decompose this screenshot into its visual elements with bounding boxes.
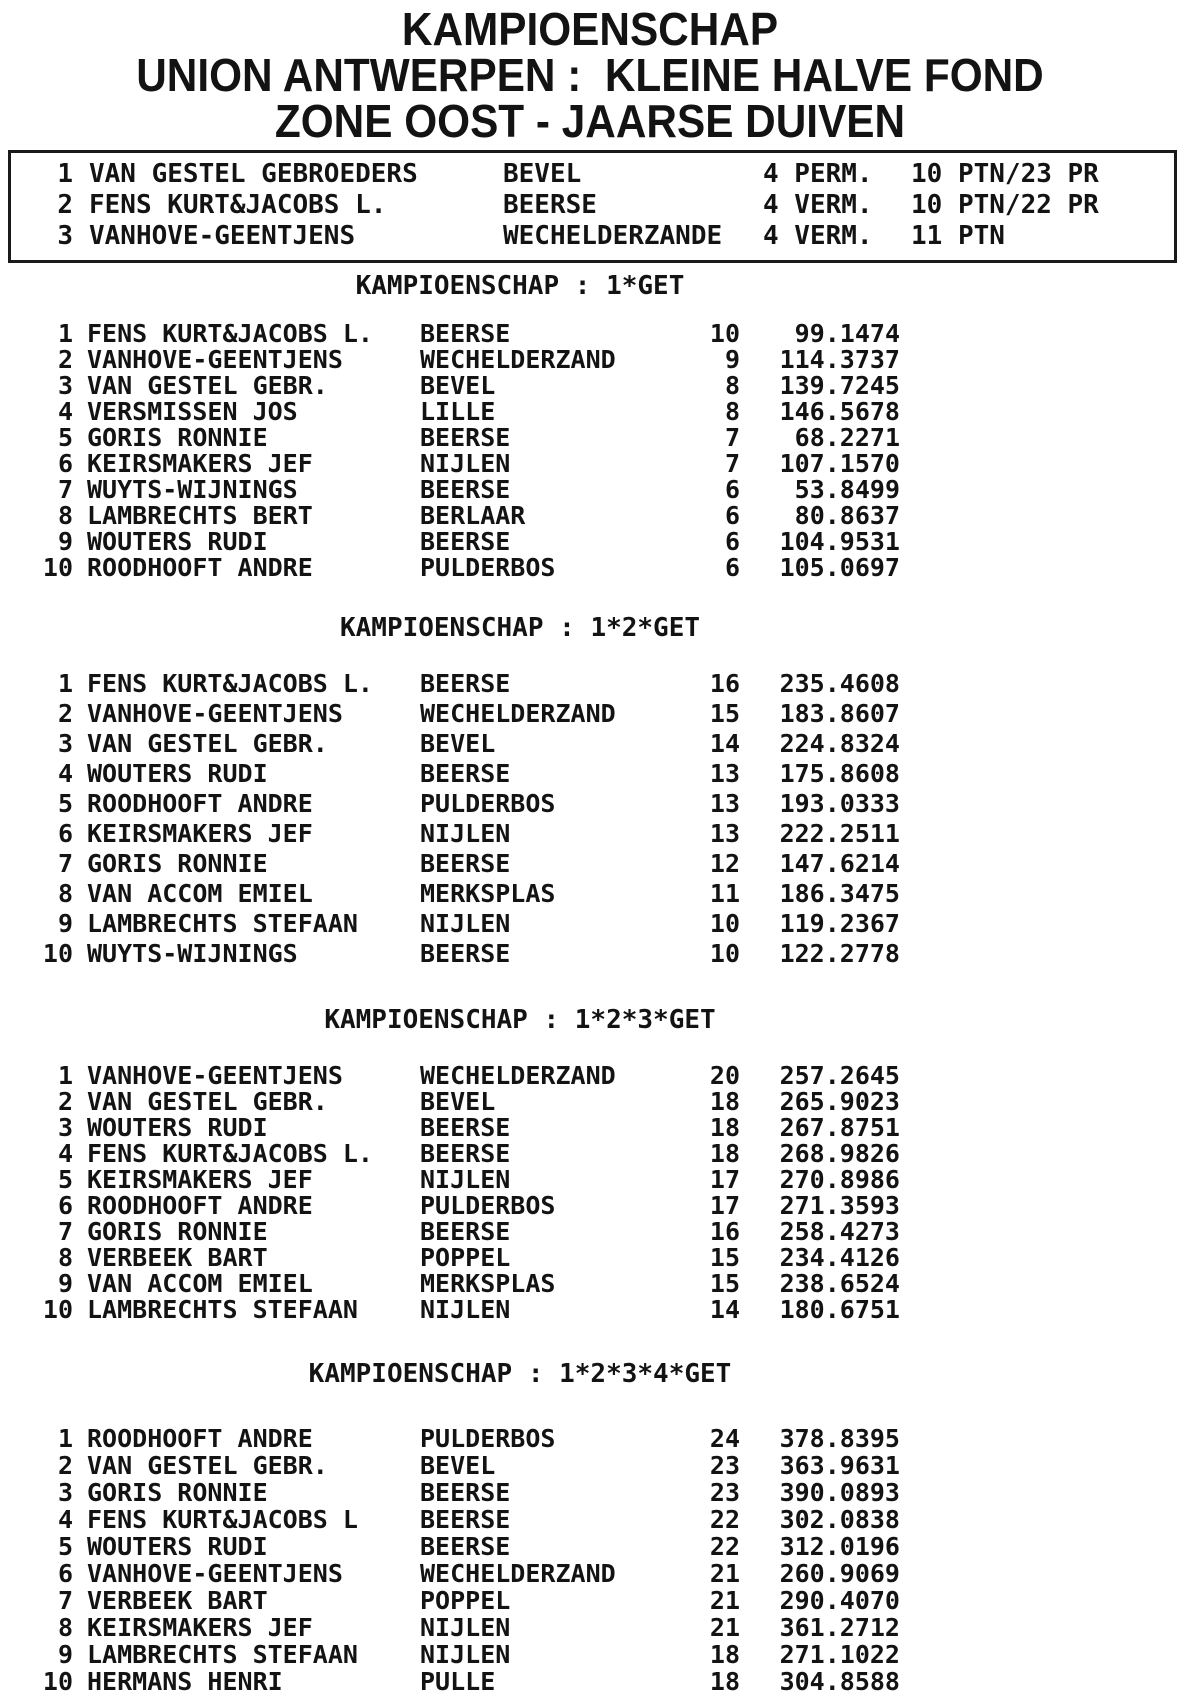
fancier-name: KEIRSMAKERS JEF	[87, 449, 313, 478]
coefficient: 193.0333	[779, 789, 900, 818]
table-row	[0, 1533, 1200, 1560]
rank: 1	[57, 669, 73, 698]
table-row	[0, 1297, 1200, 1323]
table-row	[0, 477, 1200, 503]
rank: 10	[42, 1295, 73, 1324]
locality: BEVEL	[503, 159, 582, 189]
rank: 1	[57, 159, 73, 189]
page-subtitle: UNION ANTWERPEN : KLEINE HALVE FOND	[136, 49, 1044, 101]
fancier-name: VAN GESTEL GEBR.	[87, 1451, 328, 1480]
rank: 3	[57, 1478, 73, 1507]
fancier-name: WUYTS-WIJNINGS	[87, 475, 298, 504]
fancier-name: KEIRSMAKERS JEF	[87, 1165, 313, 1194]
summary-row	[41, 221, 1174, 252]
table-row	[0, 321, 1200, 347]
fancier-name: LAMBRECHTS STEFAAN	[87, 1640, 358, 1669]
coefficient: 180.6751	[779, 1295, 900, 1324]
fancier-name: LAMBRECHTS STEFAAN	[87, 1295, 358, 1324]
fancier-name: VANHOVE-GEENTJENS	[89, 221, 356, 251]
table-row	[0, 759, 1200, 789]
table-row	[0, 1219, 1200, 1245]
table-row	[0, 399, 1200, 425]
summary-row	[41, 159, 1174, 190]
rank: 3	[57, 729, 73, 758]
fancier-name: FENS KURT&JACOBS L.	[89, 190, 387, 220]
results-table-1get	[0, 321, 1200, 581]
table-row	[0, 939, 1200, 969]
locality: BEERSE	[420, 527, 511, 556]
coefficient: 234.4126	[779, 1243, 900, 1272]
rank: 4	[57, 759, 73, 788]
prize-count: 14	[709, 1295, 740, 1324]
summary-row	[41, 190, 1174, 221]
prize-count: 15	[709, 1269, 740, 1298]
results-table-1-2get	[0, 669, 1200, 969]
prize-count: 14	[709, 729, 740, 758]
coefficient: 68.2271	[794, 423, 900, 452]
section-header-1-2-3-4get: KAMPIOENSCHAP : 1*2*3*4*GET	[308, 1359, 732, 1389]
locality: PULDERBOS	[420, 1424, 556, 1453]
coefficient: 222.2511	[779, 819, 900, 848]
table-row	[0, 669, 1200, 699]
fancier-name: VAN GESTEL GEBR.	[87, 729, 328, 758]
coefficient: 146.5678	[779, 397, 900, 426]
prize-count: 18	[709, 1087, 740, 1116]
table-row	[0, 1641, 1200, 1668]
prize-count: 22	[709, 1532, 740, 1561]
locality: WECHELDERZAND	[420, 1061, 616, 1090]
coefficient: 235.4608	[779, 669, 900, 698]
locality: PULDERBOS	[420, 1191, 556, 1220]
locality: BEVEL	[420, 1087, 496, 1116]
rank: 9	[57, 1269, 73, 1298]
fancier-name: LAMBRECHTS BERT	[87, 501, 313, 530]
rank: 6	[57, 819, 73, 848]
coefficient: 270.8986	[779, 1165, 900, 1194]
table-row	[0, 849, 1200, 879]
locality: BEERSE	[420, 1532, 511, 1561]
series-result: 4 VERM.	[763, 190, 873, 220]
fancier-name: WUYTS-WIJNINGS	[87, 939, 298, 968]
summary-box	[8, 150, 1177, 263]
coefficient: 104.9531	[779, 527, 900, 556]
prize-count: 6	[724, 475, 740, 504]
rank: 6	[57, 1191, 73, 1220]
table-row	[0, 1063, 1200, 1089]
prize-count: 6	[724, 527, 740, 556]
table-row	[0, 555, 1200, 581]
rank: 10	[42, 553, 73, 582]
table-row	[0, 1479, 1200, 1506]
prize-count: 16	[709, 669, 740, 698]
prize-count: 6	[724, 553, 740, 582]
prize-count: 24	[709, 1424, 740, 1453]
table-row	[0, 819, 1200, 849]
locality: BEERSE	[420, 1139, 511, 1168]
locality: NIJLEN	[420, 1165, 511, 1194]
locality: BEERSE	[503, 190, 597, 220]
coefficient: 302.0838	[779, 1505, 900, 1534]
locality: BEERSE	[420, 1505, 511, 1534]
fancier-name: VERSMISSEN JOS	[87, 397, 298, 426]
results-table-1-2-3get	[0, 1063, 1200, 1323]
coefficient: 363.9631	[779, 1451, 900, 1480]
table-row	[0, 529, 1200, 555]
fancier-name: VANHOVE-GEENTJENS	[87, 699, 343, 728]
points: 10 PTN/23 PR	[911, 159, 1099, 189]
locality: BEERSE	[420, 1113, 511, 1142]
fancier-name: ROODHOOFT ANDRE	[87, 1191, 313, 1220]
fancier-name: GORIS RONNIE	[87, 423, 268, 452]
series-result: 4 PERM.	[763, 159, 873, 189]
locality: BEVEL	[420, 1451, 496, 1480]
table-row	[0, 1115, 1200, 1141]
rank: 8	[57, 1613, 73, 1642]
prize-count: 9	[724, 345, 740, 374]
prize-count: 22	[709, 1505, 740, 1534]
fancier-name: GORIS RONNIE	[87, 1217, 268, 1246]
locality: WECHELDERZAND	[420, 345, 616, 374]
table-row	[0, 503, 1200, 529]
coefficient: 114.3737	[779, 345, 900, 374]
coefficient: 290.4070	[779, 1586, 900, 1615]
prize-count: 8	[724, 397, 740, 426]
coefficient: 122.2778	[779, 939, 900, 968]
prize-count: 13	[709, 819, 740, 848]
rank: 6	[57, 449, 73, 478]
locality: BEERSE	[420, 423, 511, 452]
prize-count: 18	[709, 1640, 740, 1669]
coefficient: 105.0697	[779, 553, 900, 582]
rank: 4	[57, 1505, 73, 1534]
coefficient: 265.9023	[779, 1087, 900, 1116]
table-row	[0, 1425, 1200, 1452]
locality: PULDERBOS	[420, 789, 556, 818]
fancier-name: VAN ACCOM EMIEL	[87, 1269, 313, 1298]
coefficient: 80.8637	[794, 501, 900, 530]
table-row	[0, 879, 1200, 909]
table-row	[0, 373, 1200, 399]
prize-count: 10	[709, 319, 740, 348]
fancier-name: WOUTERS RUDI	[87, 1113, 268, 1142]
rank: 7	[57, 1217, 73, 1246]
table-row	[0, 1141, 1200, 1167]
rank: 5	[57, 1165, 73, 1194]
table-row	[0, 1167, 1200, 1193]
locality: POPPEL	[420, 1243, 511, 1272]
locality: BEERSE	[420, 669, 511, 698]
rank: 7	[57, 475, 73, 504]
coefficient: 186.3475	[779, 879, 900, 908]
prize-count: 11	[709, 879, 740, 908]
fancier-name: KEIRSMAKERS JEF	[87, 819, 313, 848]
coefficient: 139.7245	[779, 371, 900, 400]
fancier-name: GORIS RONNIE	[87, 1478, 268, 1507]
locality: NIJLEN	[420, 819, 511, 848]
rank: 2	[57, 345, 73, 374]
fancier-name: VERBEEK BART	[87, 1243, 268, 1272]
locality: BEERSE	[420, 1478, 511, 1507]
rank: 2	[57, 190, 73, 220]
section-header-1-2-3get: KAMPIOENSCHAP : 1*2*3*GET	[324, 1005, 716, 1035]
fancier-name: ROODHOOFT ANDRE	[87, 789, 313, 818]
rank: 9	[57, 1640, 73, 1669]
locality: BEERSE	[420, 759, 511, 788]
rank: 5	[57, 423, 73, 452]
locality: POPPEL	[420, 1586, 511, 1615]
table-row	[0, 1614, 1200, 1641]
locality: MERKSPLAS	[420, 879, 556, 908]
fancier-name: VAN ACCOM EMIEL	[87, 879, 313, 908]
locality: NIJLEN	[420, 1640, 511, 1669]
prize-count: 7	[724, 449, 740, 478]
rank: 4	[57, 1139, 73, 1168]
locality: BEERSE	[420, 319, 511, 348]
locality: BERLAAR	[420, 501, 526, 530]
coefficient: 378.8395	[779, 1424, 900, 1453]
locality: BEERSE	[420, 1217, 511, 1246]
locality: BEERSE	[420, 849, 511, 878]
coefficient: 390.0893	[779, 1478, 900, 1507]
coefficient: 258.4273	[779, 1217, 900, 1246]
rank: 3	[57, 371, 73, 400]
fancier-name: VAN GESTEL GEBR.	[87, 371, 328, 400]
fancier-name: WOUTERS RUDI	[87, 1532, 268, 1561]
table-row	[0, 1560, 1200, 1587]
prize-count: 6	[724, 501, 740, 530]
rank: 10	[42, 939, 73, 968]
rank: 10	[42, 1667, 73, 1696]
rank: 9	[57, 527, 73, 556]
table-row	[0, 1245, 1200, 1271]
fancier-name: ROODHOOFT ANDRE	[87, 553, 313, 582]
coefficient: 119.2367	[779, 909, 900, 938]
table-row	[0, 1668, 1200, 1695]
rank: 2	[57, 1451, 73, 1480]
fancier-name: KEIRSMAKERS JEF	[87, 1613, 313, 1642]
table-row	[0, 425, 1200, 451]
fancier-name: VANHOVE-GEENTJENS	[87, 1559, 343, 1588]
prize-count: 18	[709, 1667, 740, 1696]
fancier-name: VERBEEK BART	[87, 1586, 268, 1615]
locality: NIJLEN	[420, 1613, 511, 1642]
fancier-name: VAN GESTEL GEBROEDERS	[89, 159, 418, 189]
coefficient: 267.8751	[779, 1113, 900, 1142]
table-row	[0, 1506, 1200, 1533]
prize-count: 17	[709, 1191, 740, 1220]
fancier-name: FENS KURT&JACOBS L.	[87, 669, 373, 698]
fancier-name: FENS KURT&JACOBS L	[87, 1505, 358, 1534]
fancier-name: GORIS RONNIE	[87, 849, 268, 878]
table-row	[0, 451, 1200, 477]
table-row	[0, 347, 1200, 373]
locality: WECHELDERZAND	[420, 699, 616, 728]
coefficient: 312.0196	[779, 1532, 900, 1561]
coefficient: 361.2712	[779, 1613, 900, 1642]
coefficient: 271.3593	[779, 1191, 900, 1220]
page-subtitle-zone: ZONE OOST - JAARSE DUIVEN	[274, 95, 906, 147]
prize-count: 21	[709, 1613, 740, 1642]
locality: WECHELDERZANDE	[503, 221, 723, 251]
prize-count: 7	[724, 423, 740, 452]
table-row	[0, 909, 1200, 939]
series-result: 4 VERM.	[763, 221, 873, 251]
rank: 1	[57, 1061, 73, 1090]
fancier-name: FENS KURT&JACOBS L.	[87, 1139, 373, 1168]
table-row	[0, 729, 1200, 759]
fancier-name: ROODHOOFT ANDRE	[87, 1424, 313, 1453]
rank: 1	[57, 319, 73, 348]
locality: BEERSE	[420, 475, 511, 504]
locality: PULDERBOS	[420, 553, 556, 582]
rank: 8	[57, 879, 73, 908]
prize-count: 10	[709, 909, 740, 938]
rank: 2	[57, 699, 73, 728]
fancier-name: VANHOVE-GEENTJENS	[87, 345, 343, 374]
section-header-1get: KAMPIOENSCHAP : 1*GET	[355, 271, 685, 301]
coefficient: 304.8588	[779, 1667, 900, 1696]
table-row	[0, 1271, 1200, 1297]
prize-count: 16	[709, 1217, 740, 1246]
coefficient: 183.8607	[779, 699, 900, 728]
rank: 5	[57, 1532, 73, 1561]
document-title-block	[0, 0, 1180, 147]
locality: NIJLEN	[420, 909, 511, 938]
locality: WECHELDERZAND	[420, 1559, 616, 1588]
section-header-1-2get: KAMPIOENSCHAP : 1*2*GET	[339, 613, 701, 643]
prize-count: 8	[724, 371, 740, 400]
prize-count: 17	[709, 1165, 740, 1194]
table-row	[0, 789, 1200, 819]
prize-count: 18	[709, 1113, 740, 1142]
locality: BEVEL	[420, 371, 496, 400]
coefficient: 268.9826	[779, 1139, 900, 1168]
prize-count: 13	[709, 789, 740, 818]
fancier-name: HERMANS HENRI	[87, 1667, 283, 1696]
prize-count: 15	[709, 699, 740, 728]
table-row	[0, 1089, 1200, 1115]
prize-count: 15	[709, 1243, 740, 1272]
rank: 4	[57, 397, 73, 426]
table-row	[0, 1193, 1200, 1219]
fancier-name: VANHOVE-GEENTJENS	[87, 1061, 343, 1090]
locality: NIJLEN	[420, 1295, 511, 1324]
results-table-1-2-3-4get	[0, 1425, 1200, 1695]
prize-count: 12	[709, 849, 740, 878]
locality: BEERSE	[420, 939, 511, 968]
rank: 5	[57, 789, 73, 818]
rank: 3	[57, 221, 73, 251]
coefficient: 271.1022	[779, 1640, 900, 1669]
locality: MERKSPLAS	[420, 1269, 556, 1298]
locality: PULLE	[420, 1667, 496, 1696]
coefficient: 257.2645	[779, 1061, 900, 1090]
prize-count: 23	[709, 1478, 740, 1507]
prize-count: 21	[709, 1586, 740, 1615]
rank: 7	[57, 1586, 73, 1615]
points: 10 PTN/22 PR	[911, 190, 1099, 220]
rank: 9	[57, 909, 73, 938]
table-row	[0, 699, 1200, 729]
prize-count: 21	[709, 1559, 740, 1588]
points: 11 PTN	[911, 221, 1005, 251]
coefficient: 224.8324	[779, 729, 900, 758]
locality: LILLE	[420, 397, 496, 426]
rank: 8	[57, 501, 73, 530]
prize-count: 10	[709, 939, 740, 968]
rank: 1	[57, 1424, 73, 1453]
rank: 8	[57, 1243, 73, 1272]
table-row	[0, 1452, 1200, 1479]
rank: 2	[57, 1087, 73, 1116]
coefficient: 175.8608	[779, 759, 900, 788]
coefficient: 260.9069	[779, 1559, 900, 1588]
locality: BEVEL	[420, 729, 496, 758]
prize-count: 18	[709, 1139, 740, 1168]
coefficient: 107.1570	[779, 449, 900, 478]
rank: 3	[57, 1113, 73, 1142]
rank: 7	[57, 849, 73, 878]
coefficient: 99.1474	[794, 319, 900, 348]
table-row	[0, 1587, 1200, 1614]
coefficient: 53.8499	[794, 475, 900, 504]
fancier-name: VAN GESTEL GEBR.	[87, 1087, 328, 1116]
prize-count: 20	[709, 1061, 740, 1090]
fancier-name: LAMBRECHTS STEFAAN	[87, 909, 358, 938]
page-title: KAMPIOENSCHAP	[401, 3, 779, 55]
fancier-name: WOUTERS RUDI	[87, 759, 268, 788]
coefficient: 238.6524	[779, 1269, 900, 1298]
locality: NIJLEN	[420, 449, 511, 478]
prize-count: 23	[709, 1451, 740, 1480]
rank: 6	[57, 1559, 73, 1588]
fancier-name: WOUTERS RUDI	[87, 527, 268, 556]
coefficient: 147.6214	[779, 849, 900, 878]
prize-count: 13	[709, 759, 740, 788]
fancier-name: FENS KURT&JACOBS L.	[87, 319, 373, 348]
